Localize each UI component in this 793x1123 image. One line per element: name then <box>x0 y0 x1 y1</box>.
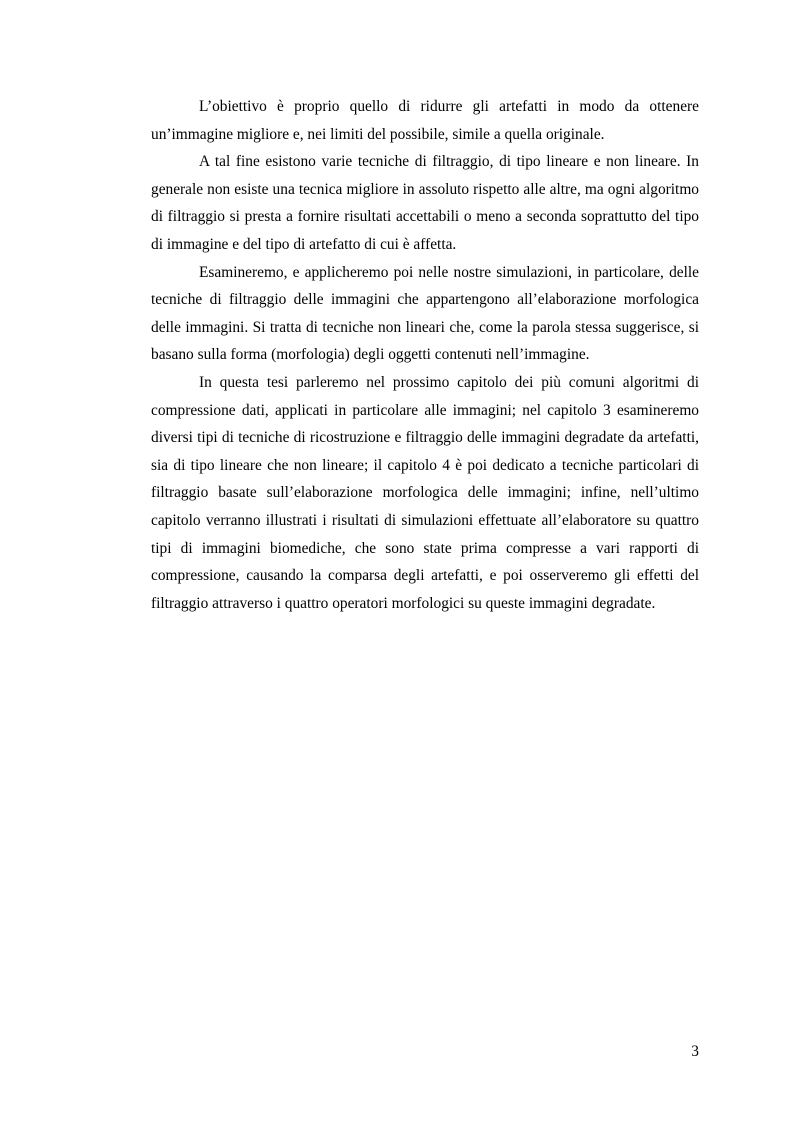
paragraph-1: L’obiettivo è proprio quello di ridurre gli artefatti in modo da ottenere un’immagine migliore e, nei limiti del possibile, simile a quella originale. <box>151 98 699 143</box>
paragraph-2: A tal fine esistono varie tecniche di filtraggio, di tipo lineare e non lineare. In generale non esiste una tecnica migliore in assoluto rispetto alle altre, ma ogni algoritmo di filtraggio si presta a fornire risultati accettabili o meno a seconda soprattutto del tipo di immagine e del tipo di artefatto di cui è affetta. <box>151 153 699 253</box>
page-number: 3 <box>691 1043 699 1060</box>
body-text <box>151 93 699 617</box>
paragraph-4: In questa tesi parleremo nel prossimo capitolo dei più comuni algoritmi di compressione dati, applicati in particolare alle immagini; nel capitolo 3 esamineremo diversi tipi di tecniche di ricostruzione e filtraggio delle immagini degradate da artefatti, sia di tipo lineare che non lineare; il capitolo 4 è poi dedicato a tecniche particolari di filtraggio basate sull’elaborazione morfologica delle immagini; infine, nell’ultimo capitolo verranno illustrati i risultati di simulazioni effettuate all’elaboratore su quattro tipi di immagini biomediche, che sono state prima compresse a vari rapporti di compressione, causando la comparsa degli artefatti, e poi osserveremo gli effetti del filtraggio attraverso i quattro operatori morfologici su queste immagini degradate. <box>151 373 699 612</box>
paragraph-3: Esamineremo, e applicheremo poi nelle nostre simulazioni, in particolare, delle tecniche di filtraggio delle immagini che appartengono all’elaborazione morfologica delle immagini. Si tratta di tecniche non lineari che, come la parola stessa suggerisce, si basano sulla forma (morfologia) degli oggetti contenuti nell’immagine. <box>151 263 699 364</box>
